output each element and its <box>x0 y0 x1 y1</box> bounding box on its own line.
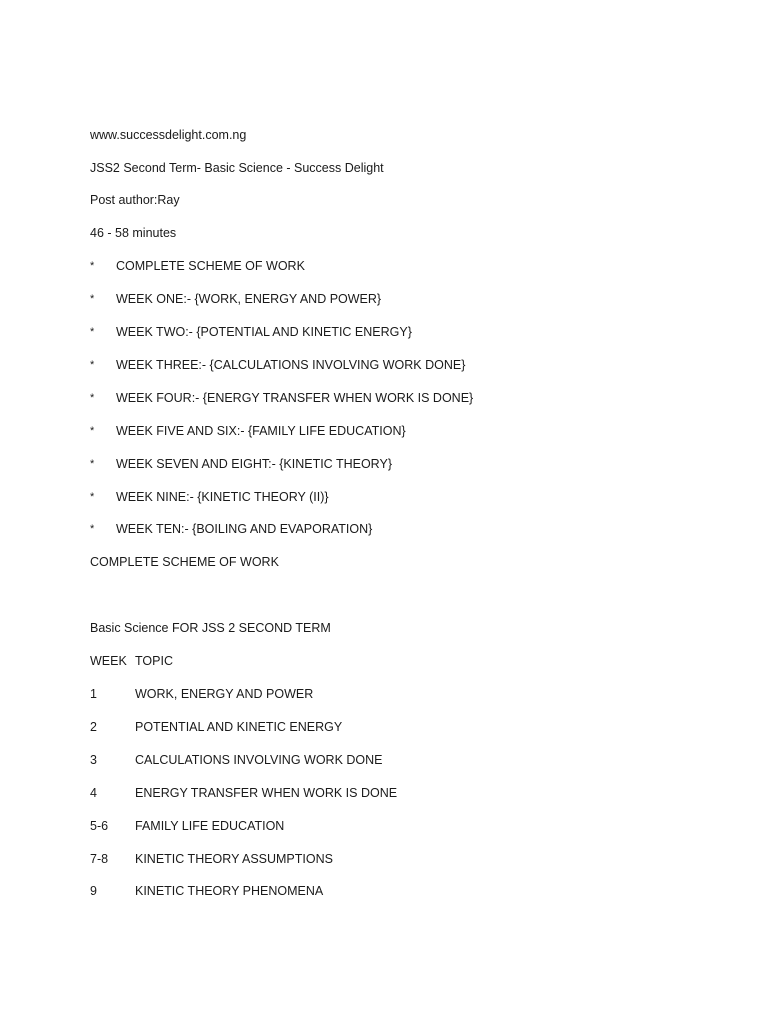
post-author: Post author:Ray <box>90 193 180 207</box>
toc-item: WEEK FOUR:- {ENERGY TRANSFER WHEN WORK IS DONE} <box>116 391 474 405</box>
bullet-marker: * <box>90 523 95 535</box>
table-cell-topic: POTENTIAL AND KINETIC ENERGY <box>135 720 343 734</box>
table-cell-topic: CALCULATIONS INVOLVING WORK DONE <box>135 753 383 767</box>
bullet-marker: * <box>90 326 95 338</box>
toc-item: WEEK FIVE AND SIX:- {FAMILY LIFE EDUCATION} <box>116 424 406 438</box>
toc-item: WEEK NINE:- {KINETIC THEORY (II)} <box>116 490 329 504</box>
table-cell-week: 9 <box>90 884 97 898</box>
toc-item: WEEK THREE:- {CALCULATIONS INVOLVING WORK DONE} <box>116 358 466 372</box>
reading-time: 46 - 58 minutes <box>90 226 177 240</box>
table-cell-topic: KINETIC THEORY PHENOMENA <box>135 884 324 898</box>
bullet-marker: * <box>90 293 95 305</box>
table-header-topic: TOPIC <box>135 654 173 668</box>
table-cell-topic: ENERGY TRANSFER WHEN WORK IS DONE <box>135 786 398 800</box>
bullet-marker: * <box>90 425 95 437</box>
section-heading: COMPLETE SCHEME OF WORK <box>90 555 279 569</box>
bullet-marker: * <box>90 458 95 470</box>
toc-item: WEEK ONE:- {WORK, ENERGY AND POWER} <box>116 292 382 306</box>
bullet-marker: * <box>90 359 95 371</box>
table-header-week: WEEK <box>90 654 127 668</box>
bullet-marker: * <box>90 260 95 272</box>
table-cell-week: 7-8 <box>90 852 109 866</box>
section-subheading: Basic Science FOR JSS 2 SECOND TERM <box>90 621 331 635</box>
table-cell-topic: FAMILY LIFE EDUCATION <box>135 819 285 833</box>
table-cell-week: 4 <box>90 786 97 800</box>
table-cell-week: 3 <box>90 753 97 767</box>
toc-item: WEEK TWO:- {POTENTIAL AND KINETIC ENERGY} <box>116 325 412 339</box>
table-cell-week: 5-6 <box>90 819 109 833</box>
toc-item: COMPLETE SCHEME OF WORK <box>116 259 305 273</box>
page-title: JSS2 Second Term- Basic Science - Success Delight <box>90 161 384 175</box>
bullet-marker: * <box>90 491 95 503</box>
table-cell-week: 2 <box>90 720 97 734</box>
toc-item: WEEK SEVEN AND EIGHT:- {KINETIC THEORY} <box>116 457 392 471</box>
bullet-marker: * <box>90 392 95 404</box>
toc-item: WEEK TEN:- {BOILING AND EVAPORATION} <box>116 522 373 536</box>
table-cell-topic: KINETIC THEORY ASSUMPTIONS <box>135 852 333 866</box>
table-cell-topic: WORK, ENERGY AND POWER <box>135 687 314 701</box>
website-url: www.successdelight.com.ng <box>90 128 247 142</box>
table-cell-week: 1 <box>90 687 97 701</box>
